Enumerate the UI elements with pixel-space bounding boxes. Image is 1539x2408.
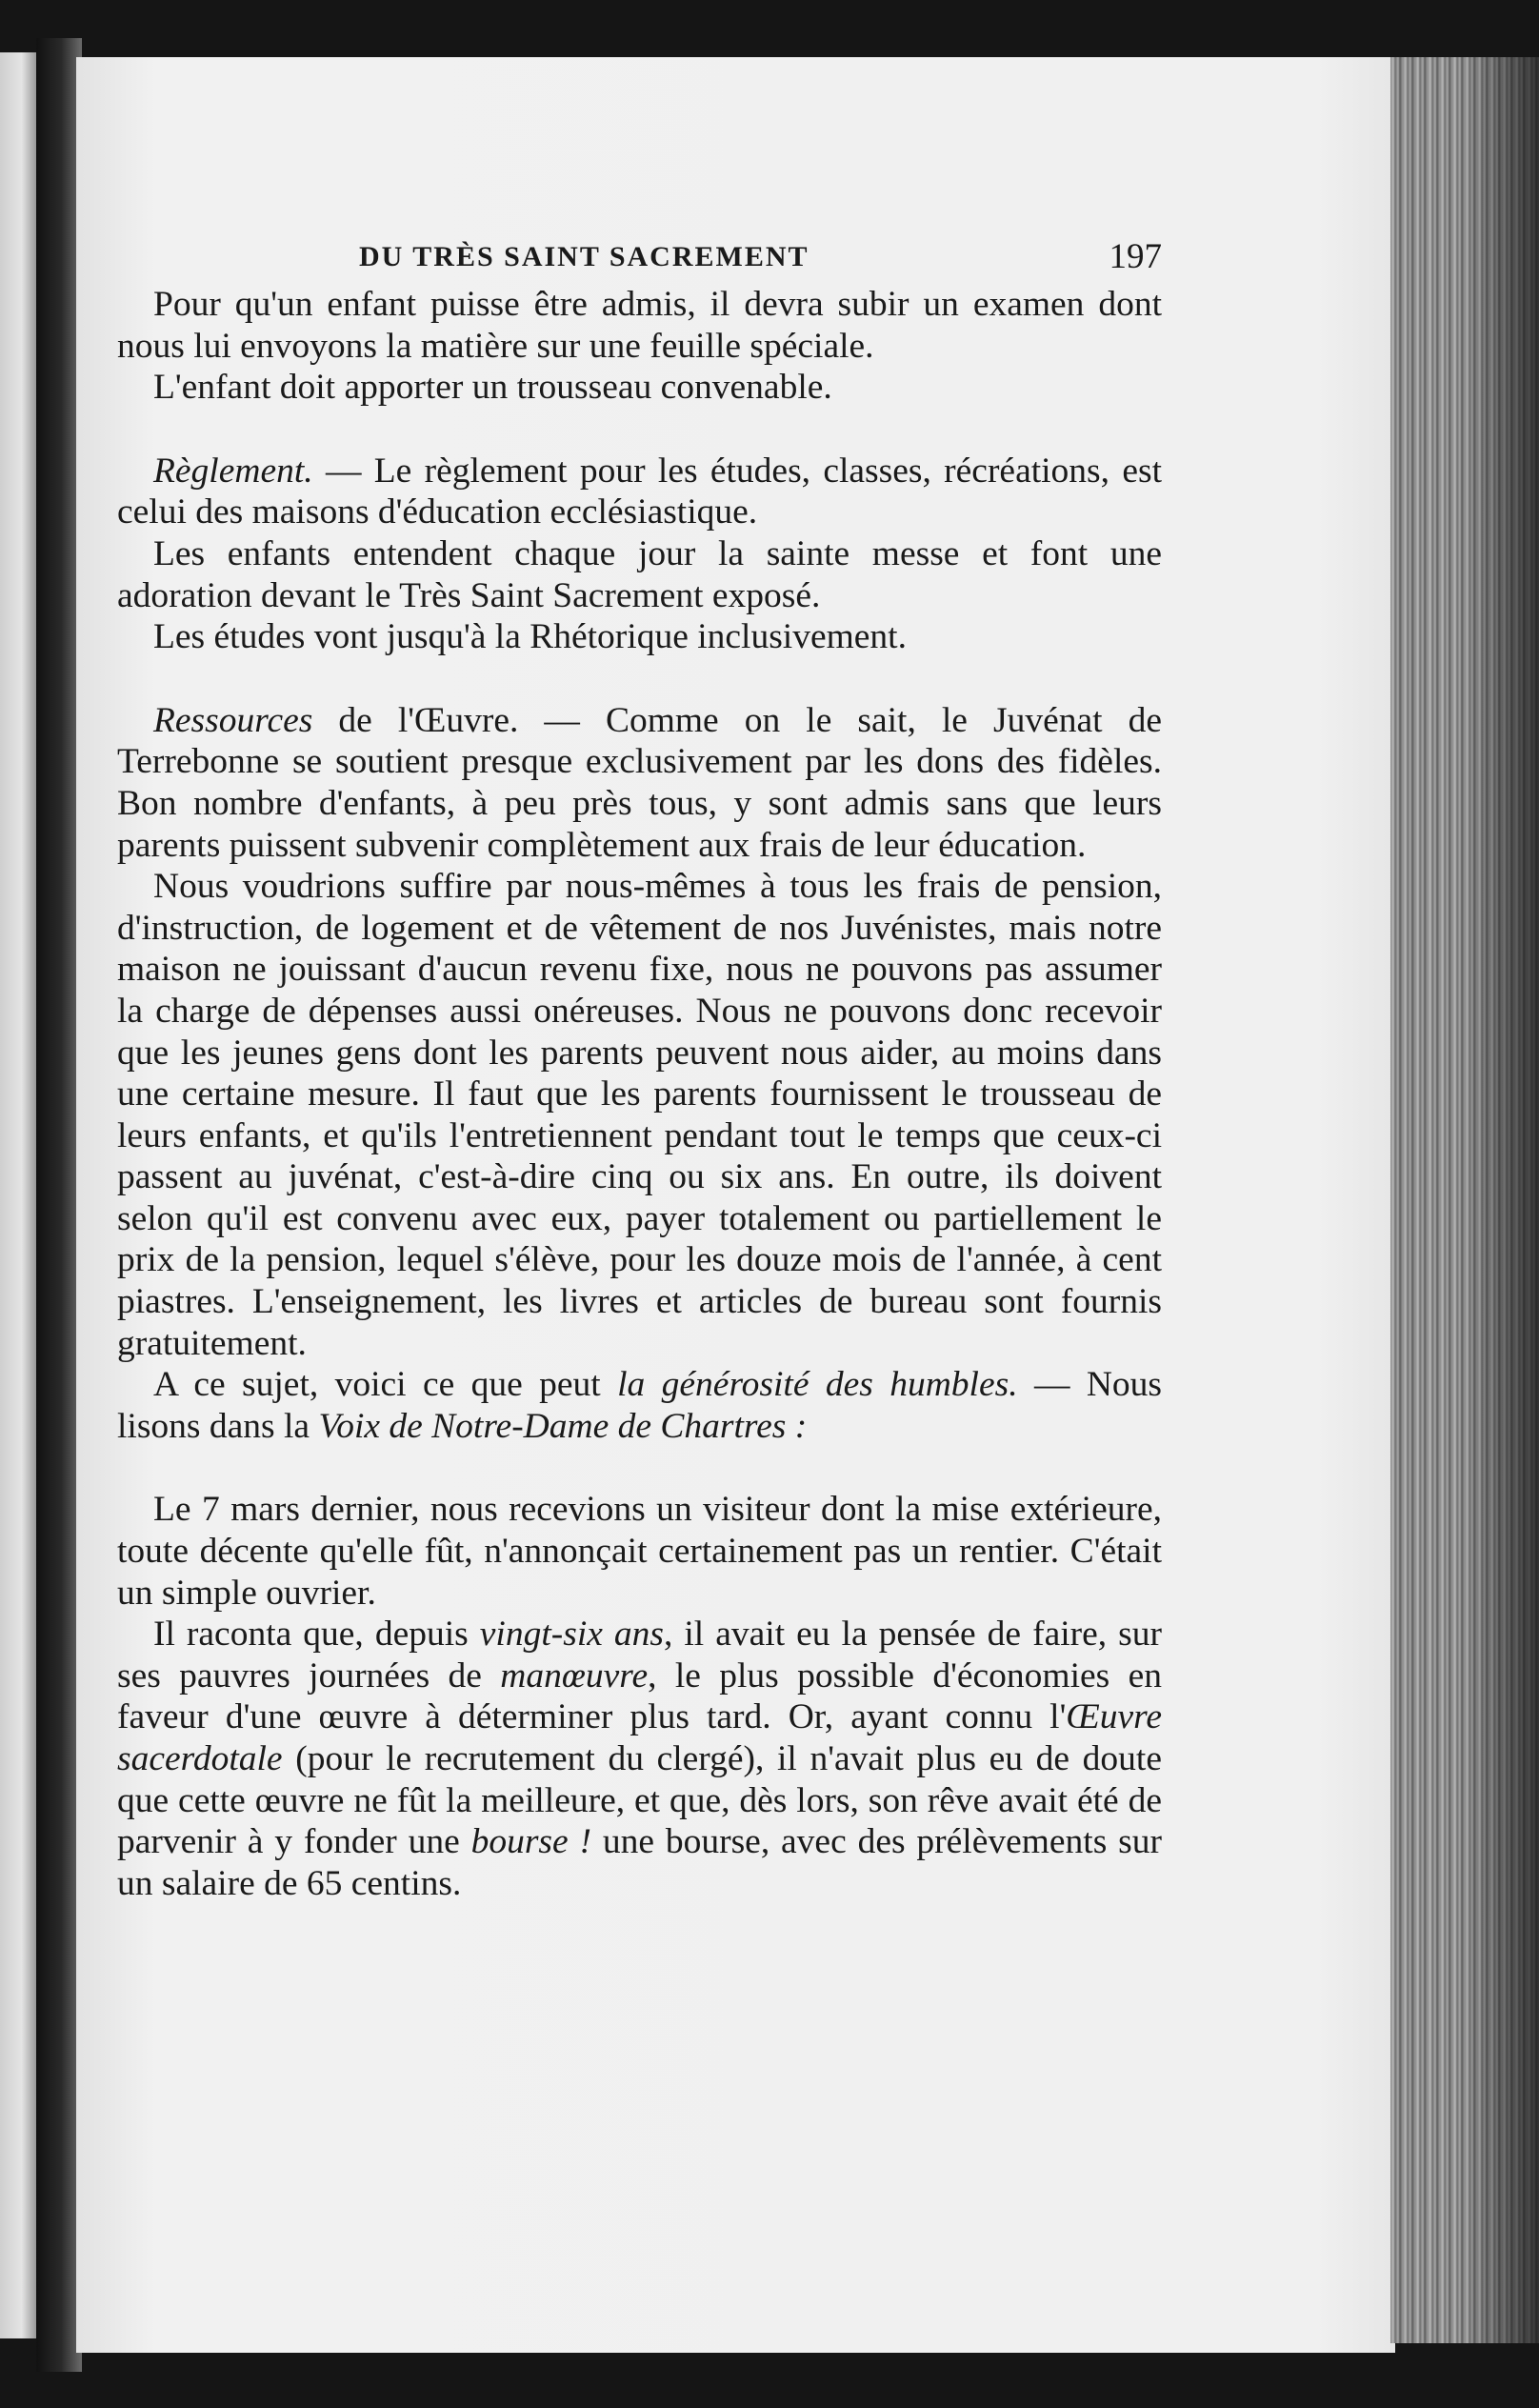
text-run: une bourse, avec des prélèvements sur un salaire de 65 centins.: [117, 1822, 1162, 1903]
italic-phrase: bourse !: [470, 1822, 591, 1862]
paragraph-visiteur: Le 7 mars dernier, nous recevions un visiteur dont la mise extérieure, toute décente qu'elle fût, n'annonçait certainement pas un rentier. C'était un simple ouvrier.: [117, 1490, 1162, 1613]
paragraph-admission: Pour qu'un enfant puisse être admis, il devra subir un examen dont nous lui envoyons la matière sur une feuille spéciale.: [117, 285, 1162, 366]
running-head: [117, 236, 1162, 278]
italic-phrase: manœuvre: [500, 1656, 649, 1696]
italic-phrase: la générosité des humbles.: [617, 1365, 1018, 1405]
paragraph-ressources: [117, 700, 1162, 866]
paragraph-frais: Nous voudrions suffire par nous-mêmes à tous les frais de pension, d'instruction, de logement et de vêtement de nos Juvénistes, mais notre maison ne jouissant d'aucun revenu fixe, nous ne pouvons pas assumer la charge de dépenses aussi onéreuses. Nous ne pouvons donc recevoir que les jeunes gens dont les parents peuvent nous aider, au moins dans une certaine mesure. Il faut que les parents fournissent le trousseau de leurs enfants, et qu'ils l'entretiennent pendant tout le temps que ceux-ci passent au juvénat, c'est-à-dire cinq ou six ans. En outre, ils doivent selon qu'il est convenu avec eux, payer totalement ou partiellement le prix de la pension, lequel s'élève, pour les douze mois de l'année, à cent piastres. L'enseignement, les livres et articles de bureau sont fournis gratuitement.: [117, 867, 1162, 1363]
paragraph-generosite: [117, 1364, 1162, 1447]
section-gap: [117, 658, 1162, 700]
page-text: [117, 236, 1162, 1904]
journal-title: Voix de Notre-Dame de Chartres :: [318, 1406, 808, 1446]
italic-phrase: vingt-six ans: [479, 1615, 664, 1655]
book-gutter: [36, 38, 82, 2372]
paragraph-trousseau: L'enfant doit apporter un trousseau convenable.: [153, 368, 832, 408]
page-edges-shadow: [1462, 57, 1539, 2343]
paragraph-reglement-body: — Le règlement pour les études, classes, récréations, est celui des maisons d'éducation ecclésiastique.: [117, 451, 1162, 532]
section-lede-ressources: Ressources: [153, 700, 313, 740]
text-run: A ce sujet, voici ce que peut: [153, 1365, 618, 1405]
text-run: — Nous lisons dans la: [117, 1365, 1163, 1446]
text-run: Il raconta que, depuis: [153, 1615, 480, 1655]
paragraph-etudes: Les études vont jusqu'à la Rhétorique inclusivement.: [153, 617, 907, 657]
text-run: (pour le recrutement du clergé), il n'avait plus eu de doute que cette œuvre ne fût la meilleure, et que, dès lors, son rêve avait été de parvenir à y fonder une: [117, 1739, 1162, 1862]
italic-phrase: Œuvre sacerdotale: [117, 1697, 1162, 1778]
section-gap: [117, 409, 1162, 451]
text-run: , le plus possible d'économies en faveur d'une œuvre à déterminer plus tard. Or, ayant connu l': [117, 1656, 1162, 1737]
text-run: , il avait eu la pensée de faire, sur ses pauvres journées de: [117, 1615, 1162, 1696]
paragraph-reglement: [117, 451, 1162, 533]
page-number: 197: [1109, 237, 1162, 276]
paragraph-ressources-body: de l'Œuvre. — Comme on le sait, le Juvénat de Terrebonne se soutient presque exclusivement par les dons des fidèles. Bon nombre d'enfants, à peu près tous, y sont admis sans que leurs parents puissent subvenir complètement aux frais de leur éducation.: [117, 700, 1162, 865]
running-title: DU TRÈS SAINT SACREMENT: [359, 241, 809, 272]
paragraph-messe: Les enfants entendent chaque jour la sainte messe et font une adoration devant le Très Saint Sacrement exposé.: [117, 533, 1162, 615]
facing-page-edge: [0, 52, 36, 2338]
section-gap: [117, 1447, 1162, 1489]
paragraph-ouvrier: [117, 1614, 1162, 1904]
section-lede-reglement: Règlement.: [153, 451, 313, 491]
